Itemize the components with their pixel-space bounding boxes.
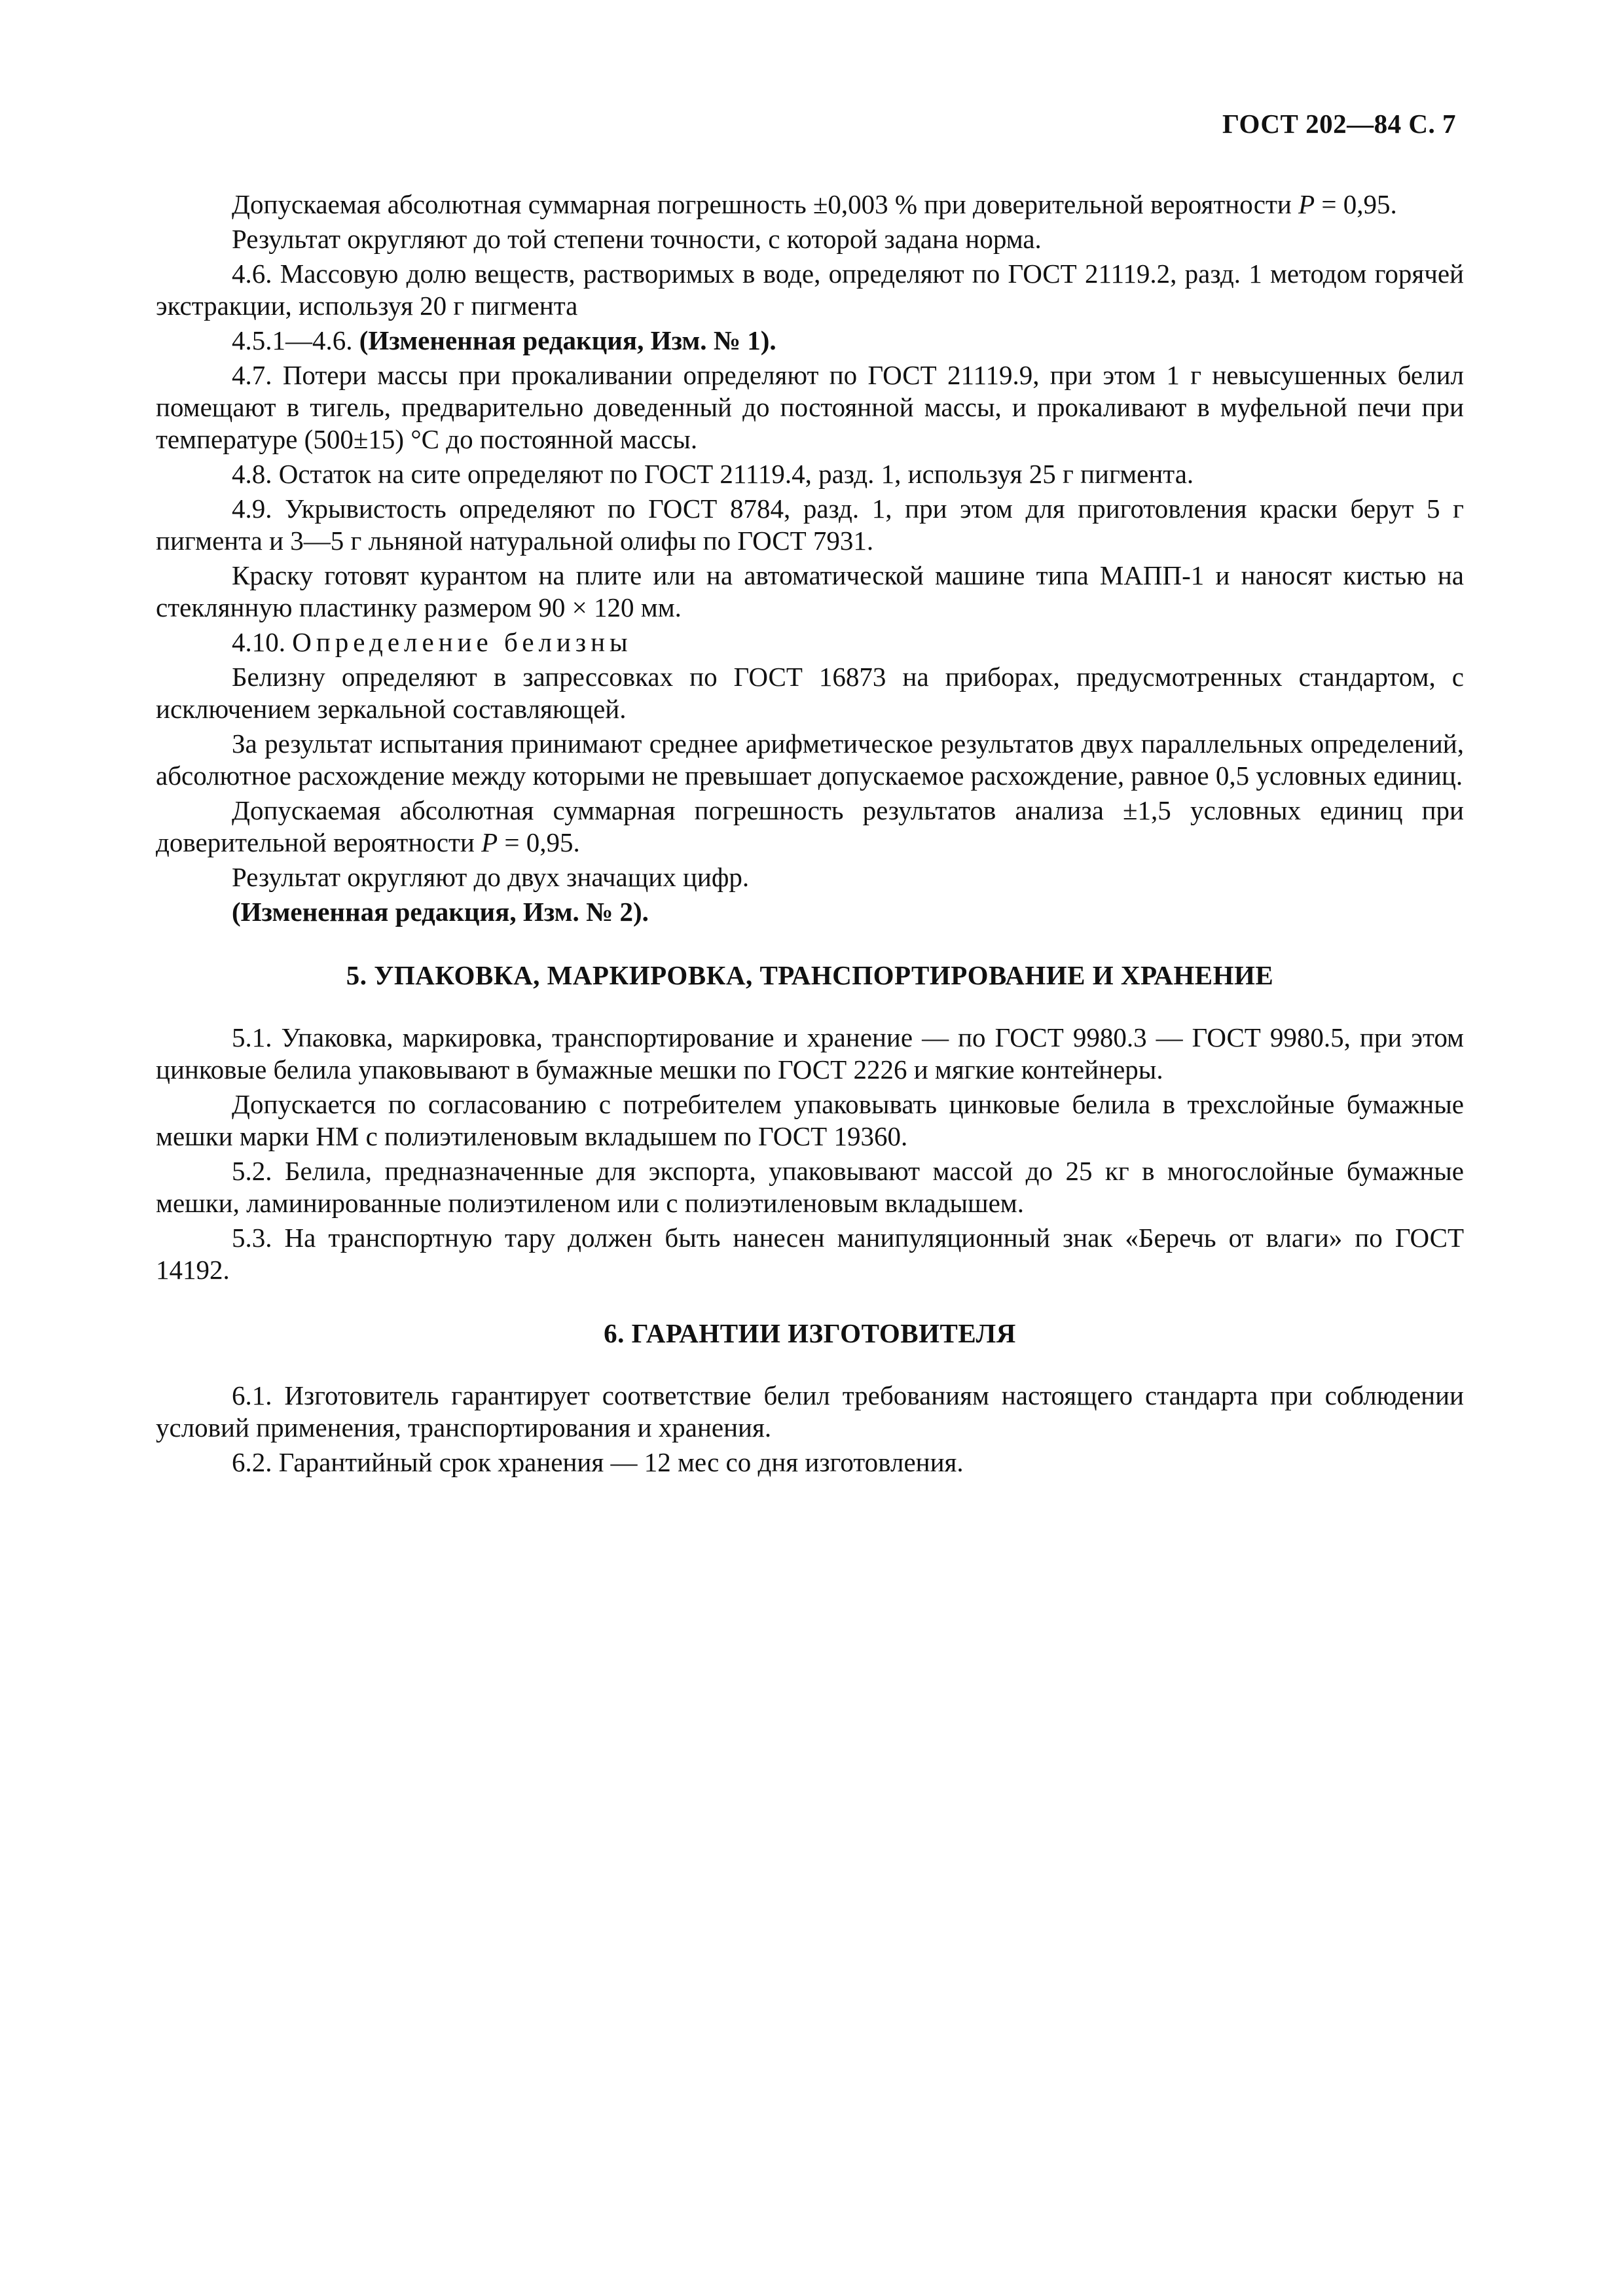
variable-p: P (481, 827, 498, 857)
text-run: = 0,95. (1315, 189, 1397, 219)
paragraph-5-1: 5.1. Упаковка, маркировка, транспортирование и хранение — по ГОСТ 9980.3 — ГОСТ 9980.5, при этом цинковые белила упаковывают в бумажные мешки по ГОСТ 2226 и мягкие контейнеры. (156, 1022, 1464, 1085)
amendment-note: (Измененная редакция, Изм. № 1). (359, 325, 776, 355)
clause-number: 4.10. (232, 627, 293, 657)
paragraph-5-3: 5.3. На транспортную тару должен быть нанесен манипуляционный знак «Беречь от влаги» по ГОСТ 14192. (156, 1223, 1464, 1285)
paragraph-significant-digits: Результат округляют до двух значащих цифр. (232, 862, 750, 892)
paragraph-4-9: 4.9. Укрывистость определяют по ГОСТ 8784, разд. 1, при этом для приготовления краски берут 5 г пигмента и 3—5 г льняной натуральной олифы по ГОСТ 7931. (156, 493, 1464, 556)
paragraph-6-1: 6.1. Изготовитель гарантирует соответствие белил требованиям настоящего стандарта при соблюдении условий применения, транспортирования и хранения. (156, 1380, 1464, 1443)
paragraph-5-1-alt: Допускается по согласованию с потребителем упаковывать цинковые белила в трехслойные бумажные мешки марки НМ с полиэтиленовым вкладышем по ГОСТ 19360. (156, 1089, 1464, 1151)
paragraph-error-margin (156, 795, 1464, 859)
running-header: ГОСТ 202—84 С. 7 (1222, 109, 1456, 139)
document-body (156, 188, 1464, 1481)
paragraph-amendment-1 (156, 325, 1464, 357)
paragraph-paint-prep: Краску готовят курантом на плите или на автоматической машине типа МАПП-1 и наносят кистью на стеклянную пластинку размером 90 × 120 мм. (156, 560, 1464, 622)
paragraph-4-10 (156, 626, 1464, 658)
paragraph-test-result: За результат испытания принимают среднее арифметическое результатов двух параллельных определений, абсолютное расхождение между которыми не превышает допускаемое расхождение, равное 0,5 условных единиц. (156, 728, 1464, 791)
paragraph-amendment-2 (156, 896, 1464, 928)
paragraph-4-8: 4.8. Остаток на сите определяют по ГОСТ 21119.4, разд. 1, используя 25 г пигмента. (232, 459, 1194, 489)
text-run: Допускаемая абсолютная суммарная погрешность результатов анализа ±1,5 условных единиц при доверительной вероятности (156, 795, 1464, 857)
paragraph-6-2: 6.2. Гарантийный срок хранения — 12 мес со дня изготовления. (232, 1447, 964, 1477)
paragraph-5-2: 5.2. Белила, предназначенные для экспорта, упаковывают массой до 25 кг в многослойные бумажные мешки, ламинированные полиэтиленом или с полиэтиленовым вкладышем. (156, 1156, 1464, 1218)
variable-p: P (1298, 189, 1315, 219)
clause-number: 4.5.1—4.6. (232, 325, 359, 355)
paragraph-whiteness: Белизну определяют в запрессовках по ГОСТ 16873 на приборах, предусмотренных стандартом, с исключением зеркальной составляющей. (156, 662, 1464, 724)
section-6-title: 6. ГАРАНТИИ ИЗГОТОВИТЕЛЯ (604, 1318, 1016, 1348)
text-run: = 0,95. (498, 827, 580, 857)
paragraph-4-6: 4.6. Массовую долю веществ, растворимых в воде, определяют по ГОСТ 21119.2, разд. 1 методом горячей экстракции, используя 20 г пигмента (156, 259, 1464, 321)
text-run: Допускаемая абсолютная суммарная погрешность ±0,003 % при доверительной вероятности (232, 189, 1299, 219)
paragraph-4-7: 4.7. Потери массы при прокаливании определяют по ГОСТ 21119.9, при этом 1 г невысушенных белил помещают в тигель, предварительно доведенный до постоянной массы, и прокаливают в муфельной печи при температуре (500±15) °С до постоянной массы. (156, 360, 1464, 454)
amendment-note: (Измененная редакция, Изм. № 2). (232, 897, 649, 927)
paragraph-accuracy-note (156, 188, 1464, 221)
paragraph-rounding: Результат округляют до той степени точности, с которой задана норма. (232, 224, 1042, 254)
subsection-heading: Определение белизны (292, 627, 632, 657)
section-5-title: 5. УПАКОВКА, МАРКИРОВКА, ТРАНСПОРТИРОВАНИЕ И ХРАНЕНИЕ (346, 960, 1274, 990)
